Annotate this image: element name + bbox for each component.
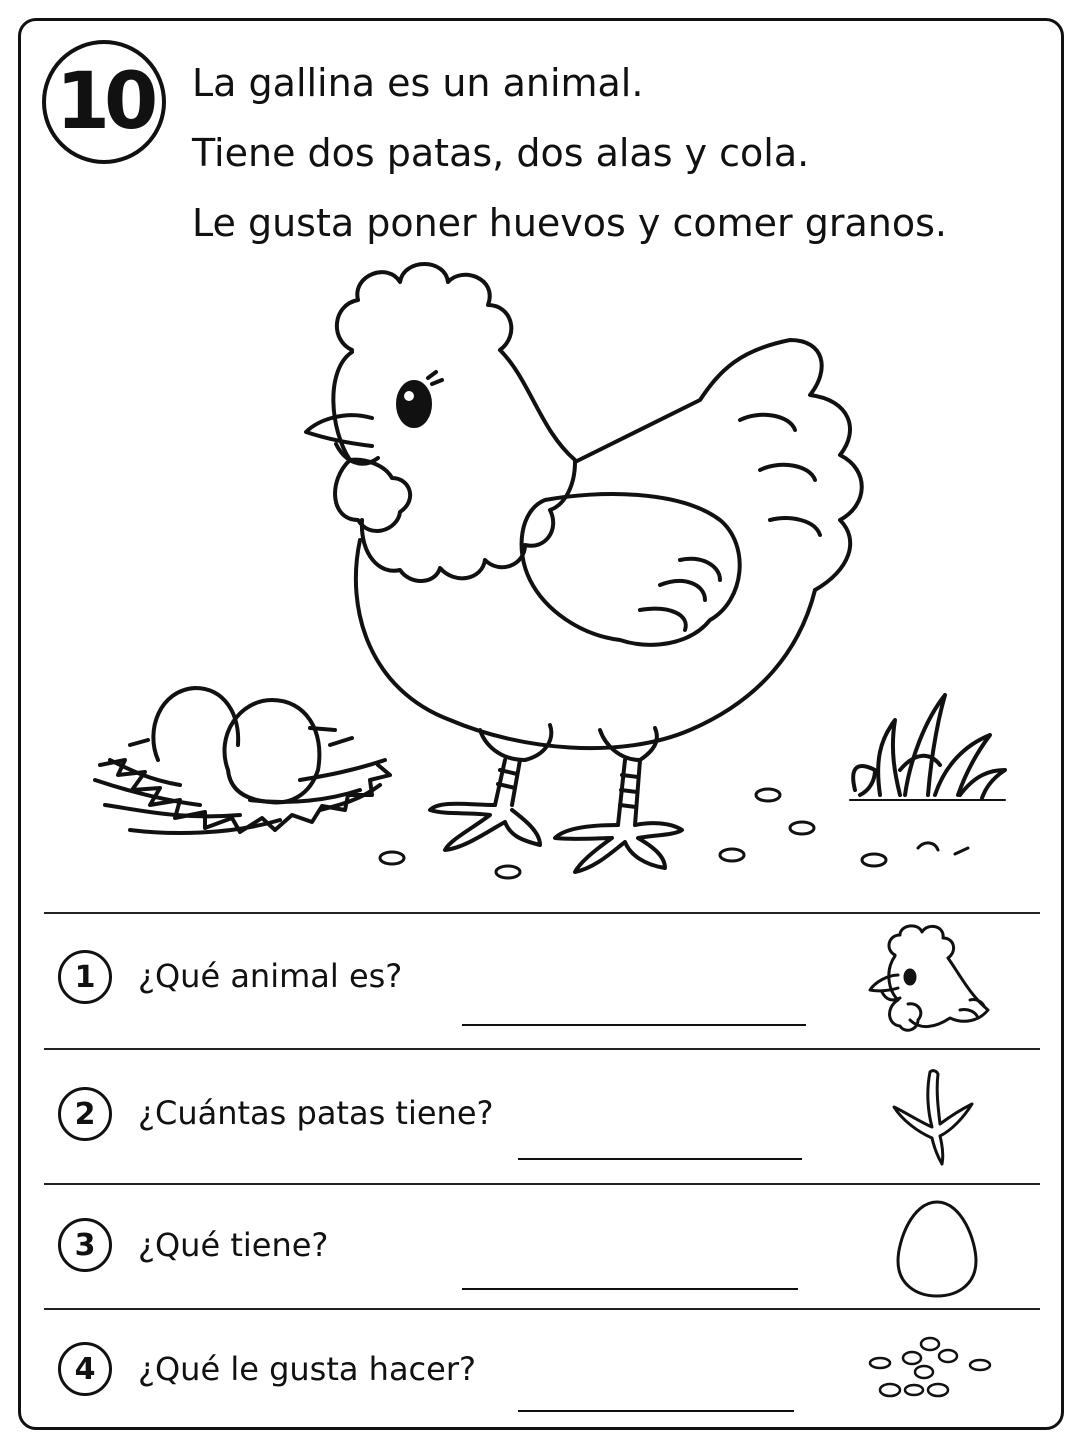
- question-divider: [44, 1308, 1040, 1310]
- answer-line-3[interactable]: [462, 1288, 798, 1290]
- egg-icon: [892, 1196, 982, 1300]
- question-divider: [44, 1183, 1040, 1185]
- question-number-1: 1: [58, 950, 112, 1004]
- intro-line-3: Le gusta poner huevos y comer granos.: [192, 201, 947, 245]
- question-text-4: ¿Qué le gusta hacer?: [138, 1350, 476, 1388]
- question-number-4: 4: [58, 1342, 112, 1396]
- question-text-3: ¿Qué tiene?: [138, 1226, 329, 1264]
- question-text-1: ¿Qué animal es?: [138, 957, 403, 995]
- question-text-2: ¿Cuántas patas tiene?: [138, 1094, 494, 1132]
- question-number-2: 2: [58, 1087, 112, 1141]
- worksheet-number-badge: 10: [42, 40, 166, 164]
- intro-line-2: Tiene dos patas, dos alas y cola.: [192, 131, 810, 175]
- grass-tuft: [850, 695, 1005, 800]
- answer-line-4[interactable]: [518, 1410, 794, 1412]
- question-number-3: 3: [58, 1218, 112, 1272]
- answer-line-1[interactable]: [462, 1024, 806, 1026]
- hen-head-icon: [860, 920, 1000, 1040]
- hen-illustration: [306, 264, 862, 872]
- intro-line-1: La gallina es un animal.: [192, 61, 644, 105]
- nest-with-eggs: [95, 688, 390, 833]
- section-divider: [44, 912, 1040, 914]
- chicken-foot-icon: [880, 1062, 990, 1172]
- grains-icon: [860, 1330, 996, 1410]
- answer-line-2[interactable]: [518, 1158, 802, 1160]
- question-divider: [44, 1048, 1040, 1050]
